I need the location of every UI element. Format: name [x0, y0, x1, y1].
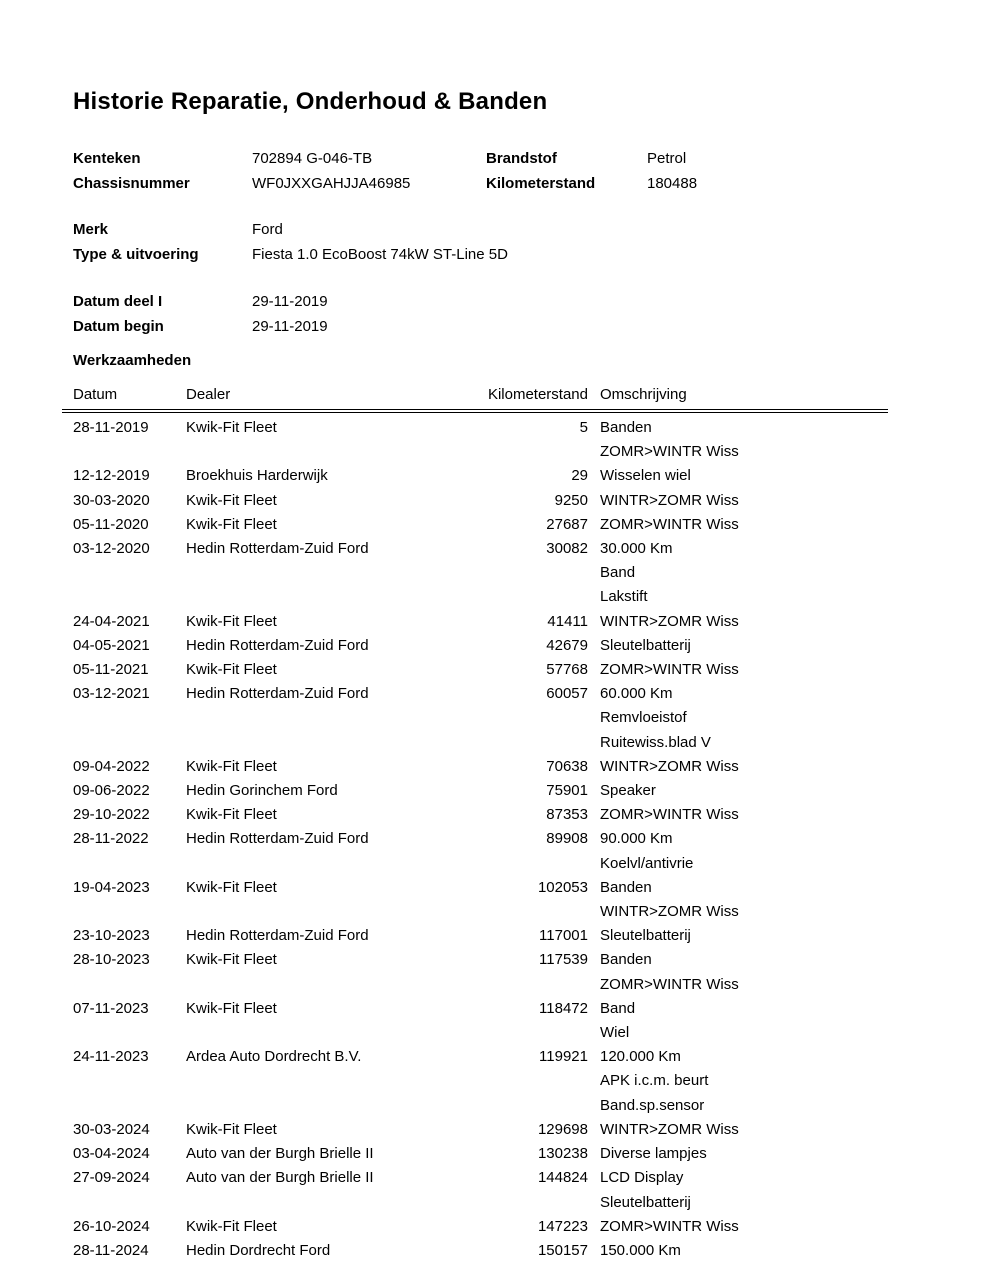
entry-kilometerstand: 119921: [539, 1048, 588, 1066]
entry-dealer: [186, 561, 476, 585]
entry-kilometerstand: [476, 706, 588, 730]
table-row: [62, 513, 888, 537]
page-title: Historie Reparatie, Onderhoud & Banden: [73, 88, 548, 115]
entry-datum: 07-11-2023: [73, 999, 149, 1017]
entry-omschrijving: ZOMR>WINTR Wiss: [600, 1217, 739, 1235]
entry-kilometerstand: 117539: [539, 951, 588, 969]
entry-omschrijving: 60.000 Km: [600, 685, 673, 703]
entry-omschrijving: ZOMR>WINTR Wiss: [600, 975, 739, 993]
entry-datum: 03-04-2024: [73, 1145, 150, 1163]
entry-datum: 24-11-2023: [73, 1048, 149, 1066]
entry-dealer: Kwik-Fit Fleet: [186, 661, 277, 679]
werkzaamheden-table: [62, 383, 888, 1263]
entry-kilometerstand: 117001: [539, 927, 588, 945]
entry-datum: [62, 440, 186, 464]
entry-kilometerstand: 70638: [546, 757, 588, 775]
kenteken-value: 702894 G-046-TB: [252, 150, 373, 167]
entry-kilometerstand: 5: [579, 419, 588, 436]
column-header-dealer: Dealer: [186, 386, 231, 403]
entry-dealer: [186, 731, 476, 755]
entry-dealer: [186, 440, 476, 464]
entry-kilometerstand: 41411: [547, 612, 588, 630]
entry-datum: 24-04-2021: [73, 612, 150, 630]
entry-kilometerstand: 42679: [546, 636, 588, 654]
entry-dealer: [186, 1069, 476, 1093]
table-row: [62, 924, 888, 948]
table-row: [62, 1166, 888, 1190]
entry-kilometerstand: 57768: [546, 661, 588, 679]
entry-dealer: Kwik-Fit Fleet: [186, 999, 277, 1017]
entry-omschrijving: Speaker: [600, 782, 656, 800]
merk-value: Ford: [252, 221, 283, 238]
kilometerstand-value: 180488: [647, 175, 698, 192]
entry-omschrijving: Banden: [600, 951, 652, 969]
kv-row: [73, 314, 916, 339]
entry-omschrijving: ZOMR>WINTR Wiss: [600, 443, 739, 461]
entry-kilometerstand: 30082: [546, 540, 588, 558]
entry-dealer: [186, 706, 476, 730]
table-row-continuation: [62, 973, 888, 997]
table-row-continuation: [62, 561, 888, 585]
table-row: [62, 1045, 888, 1069]
entry-datum: [62, 731, 186, 755]
table-row: [62, 682, 888, 706]
entry-kilometerstand: [476, 1191, 588, 1215]
datum-begin-value: 29-11-2019: [252, 318, 328, 335]
table-row-continuation: [62, 1191, 888, 1215]
entry-dealer: Kwik-Fit Fleet: [186, 515, 277, 533]
entry-kilometerstand: [476, 440, 588, 464]
table-row-continuation: [62, 706, 888, 730]
table-row-continuation: [62, 585, 888, 609]
kv-row: [73, 171, 916, 196]
table-row-continuation: [62, 852, 888, 876]
entry-datum: 28-11-2024: [73, 1241, 149, 1259]
entry-kilometerstand: 102053: [537, 878, 588, 896]
entry-dealer: Hedin Gorinchem Ford: [186, 782, 338, 800]
entry-dealer: Ardea Auto Dordrecht B.V.: [186, 1048, 362, 1066]
entry-omschrijving: Koelvl/antivrie: [600, 854, 694, 872]
entry-datum: [62, 1094, 186, 1118]
entry-dealer: Kwik-Fit Fleet: [186, 878, 277, 896]
entry-kilometerstand: 9250: [554, 491, 588, 509]
entry-datum: [62, 973, 186, 997]
entry-omschrijving: WINTR>ZOMR Wiss: [600, 757, 739, 775]
entry-kilometerstand: 147223: [537, 1217, 588, 1235]
column-header-datum: Datum: [73, 386, 118, 403]
table-row-continuation: [62, 1094, 888, 1118]
entry-kilometerstand: 87353: [546, 806, 588, 824]
entry-dealer: Broekhuis Harderwijk: [186, 467, 328, 485]
entry-datum: 30-03-2020: [73, 491, 150, 509]
entry-omschrijving: Sleutelbatterij: [600, 927, 691, 945]
kenteken-label: Kenteken: [73, 150, 141, 167]
entry-dealer: Kwik-Fit Fleet: [186, 612, 277, 630]
table-row-continuation: [62, 900, 888, 924]
datum-deel-value: 29-11-2019: [252, 293, 328, 310]
table-row: [62, 948, 888, 972]
table-row-continuation: [62, 1021, 888, 1045]
datum-deel-label: Datum deel I: [73, 293, 163, 310]
brandstof-label: Brandstof: [486, 150, 557, 167]
table-header-row: [62, 383, 888, 407]
entry-kilometerstand: [476, 1069, 588, 1093]
table-row: [62, 416, 888, 440]
entry-kilometerstand: 29: [571, 467, 588, 485]
entry-omschrijving: Sleutelbatterij: [600, 1193, 691, 1211]
kv-row: [73, 217, 916, 242]
entry-datum: 12-12-2019: [73, 467, 150, 485]
table-row: [62, 1215, 888, 1239]
entry-omschrijving: Band: [600, 999, 636, 1017]
entry-datum: [62, 852, 186, 876]
entry-datum: [62, 585, 186, 609]
entry-dealer: Auto van der Burgh Brielle II: [186, 1169, 374, 1187]
entry-datum: [62, 561, 186, 585]
type-uitvoering-value: Fiesta 1.0 EcoBoost 74kW ST-Line 5D: [252, 246, 508, 263]
chassisnummer-label: Chassisnummer: [73, 175, 190, 192]
kv-row: [73, 242, 916, 267]
table-body: [62, 413, 888, 1263]
entry-omschrijving: 90.000 Km: [600, 830, 673, 848]
entry-omschrijving: Band.sp.sensor: [600, 1096, 705, 1114]
entry-dealer: Kwik-Fit Fleet: [186, 491, 277, 509]
column-header-omschrijving: Omschrijving: [600, 386, 687, 403]
entry-datum: 28-10-2023: [73, 951, 150, 969]
column-header-kilometerstand: Kilometerstand: [487, 386, 588, 403]
table-row-continuation: [62, 731, 888, 755]
entry-dealer: Kwik-Fit Fleet: [186, 806, 277, 824]
table-row: [62, 489, 888, 513]
datum-begin-label: Datum begin: [73, 318, 164, 335]
entry-omschrijving: 30.000 Km: [600, 540, 673, 558]
entry-dealer: Hedin Rotterdam-Zuid Ford: [186, 927, 369, 945]
entry-datum: [62, 706, 186, 730]
entry-omschrijving: WINTR>ZOMR Wiss: [600, 1120, 739, 1138]
vehicle-model-block: [73, 217, 916, 267]
entry-dealer: [186, 1191, 476, 1215]
entry-datum: 26-10-2024: [73, 1217, 150, 1235]
entry-omschrijving: Banden: [600, 878, 652, 896]
entry-datum: 28-11-2019: [73, 419, 149, 436]
table-row: [62, 537, 888, 561]
entry-datum: 05-11-2021: [73, 661, 149, 679]
table-row: [62, 755, 888, 779]
entry-kilometerstand: [476, 1094, 588, 1118]
entry-kilometerstand: [476, 561, 588, 585]
entry-kilometerstand: 130238: [537, 1145, 588, 1163]
entry-dealer: Auto van der Burgh Brielle II: [186, 1145, 374, 1163]
entry-kilometerstand: [476, 900, 588, 924]
entry-omschrijving: Lakstift: [600, 588, 648, 606]
entry-dealer: Hedin Rotterdam-Zuid Ford: [186, 830, 369, 848]
entry-datum: 04-05-2021: [73, 636, 150, 654]
entry-dealer: Hedin Dordrecht Ford: [186, 1241, 331, 1259]
entry-datum: 03-12-2020: [73, 540, 150, 558]
entry-omschrijving: Banden: [600, 419, 652, 436]
entry-omschrijving: Wiel: [600, 1024, 630, 1042]
table-row: [62, 876, 888, 900]
table-row-continuation: [62, 440, 888, 464]
entry-omschrijving: WINTR>ZOMR Wiss: [600, 491, 739, 509]
entry-datum: [62, 1191, 186, 1215]
entry-kilometerstand: 129698: [537, 1120, 588, 1138]
entry-kilometerstand: 60057: [546, 685, 588, 703]
entry-kilometerstand: [476, 973, 588, 997]
entry-dealer: Hedin Rotterdam-Zuid Ford: [186, 636, 369, 654]
entry-dealer: [186, 1021, 476, 1045]
table-row: [62, 1118, 888, 1142]
entry-datum: 09-04-2022: [73, 757, 150, 775]
entry-omschrijving: 120.000 Km: [600, 1048, 681, 1066]
entry-omschrijving: APK i.c.m. beurt: [600, 1072, 709, 1090]
entry-datum: 09-06-2022: [73, 782, 150, 800]
entry-dealer: Hedin Rotterdam-Zuid Ford: [186, 540, 369, 558]
entry-omschrijving: Sleutelbatterij: [600, 636, 691, 654]
entry-dealer: Kwik-Fit Fleet: [186, 951, 277, 969]
entry-datum: 23-10-2023: [73, 927, 150, 945]
entry-omschrijving: ZOMR>WINTR Wiss: [600, 806, 739, 824]
entry-kilometerstand: 150157: [537, 1241, 588, 1259]
entry-kilometerstand: [476, 852, 588, 876]
entry-datum: 28-11-2022: [73, 830, 149, 848]
werkzaamheden-heading: Werkzaamheden: [73, 352, 192, 369]
entry-omschrijving: Remvloeistof: [600, 709, 687, 727]
entry-dealer: [186, 973, 476, 997]
entry-dealer: Kwik-Fit Fleet: [186, 757, 277, 775]
entry-datum: 03-12-2021: [73, 685, 150, 703]
entry-kilometerstand: [476, 585, 588, 609]
entry-datum: [62, 1069, 186, 1093]
entry-datum: 27-09-2024: [73, 1169, 150, 1187]
entry-kilometerstand: [476, 731, 588, 755]
table-row: [62, 997, 888, 1021]
entry-omschrijving: Band: [600, 564, 636, 582]
entry-dealer: Kwik-Fit Fleet: [186, 419, 277, 436]
entry-omschrijving: Wisselen wiel: [600, 467, 691, 485]
entry-datum: [62, 900, 186, 924]
entry-omschrijving: 150.000 Km: [600, 1241, 681, 1259]
kv-row: [73, 146, 916, 171]
entry-kilometerstand: 75901: [546, 782, 588, 800]
entry-omschrijving: Ruitewiss.blad V: [600, 733, 711, 751]
entry-omschrijving: WINTR>ZOMR Wiss: [600, 612, 739, 630]
entry-omschrijving: Diverse lampjes: [600, 1145, 707, 1163]
kv-row: [73, 289, 916, 314]
entry-dealer: [186, 900, 476, 924]
entry-kilometerstand: 144824: [537, 1169, 588, 1187]
table-row: [62, 634, 888, 658]
table-row: [62, 610, 888, 634]
entry-omschrijving: ZOMR>WINTR Wiss: [600, 661, 739, 679]
brandstof-value: Petrol: [647, 150, 687, 167]
table-row: [62, 1239, 888, 1263]
table-row-continuation: [62, 1069, 888, 1093]
table-row: [62, 464, 888, 488]
entry-datum: 29-10-2022: [73, 806, 150, 824]
vehicle-id-block: [73, 146, 916, 196]
entry-kilometerstand: 118472: [539, 999, 588, 1017]
table-row: [62, 827, 888, 851]
entry-dealer: Kwik-Fit Fleet: [186, 1217, 277, 1235]
entry-omschrijving: WINTR>ZOMR Wiss: [600, 903, 739, 921]
merk-label: Merk: [73, 221, 109, 238]
entry-omschrijving: ZOMR>WINTR Wiss: [600, 515, 739, 533]
entry-dealer: Hedin Rotterdam-Zuid Ford: [186, 685, 369, 703]
entry-datum: 30-03-2024: [73, 1120, 150, 1138]
table-row: [62, 779, 888, 803]
chassisnummer-value: WF0JXXGAHJJA46985: [252, 175, 411, 192]
table-row: [62, 803, 888, 827]
entry-omschrijving: LCD Display: [600, 1169, 684, 1187]
vehicle-dates-block: [73, 289, 916, 339]
entry-dealer: [186, 1094, 476, 1118]
entry-kilometerstand: 89908: [546, 830, 588, 848]
entry-dealer: [186, 852, 476, 876]
kilometerstand-label: Kilometerstand: [486, 175, 596, 192]
entry-datum: [62, 1021, 186, 1045]
entry-kilometerstand: [476, 1021, 588, 1045]
table-row: [62, 1142, 888, 1166]
entry-kilometerstand: 27687: [546, 515, 588, 533]
table-row: [62, 658, 888, 682]
entry-dealer: [186, 585, 476, 609]
type-uitvoering-label: Type & uitvoering: [73, 246, 199, 263]
entry-datum: 05-11-2020: [73, 515, 149, 533]
entry-dealer: Kwik-Fit Fleet: [186, 1120, 277, 1138]
entry-datum: 19-04-2023: [73, 878, 150, 896]
